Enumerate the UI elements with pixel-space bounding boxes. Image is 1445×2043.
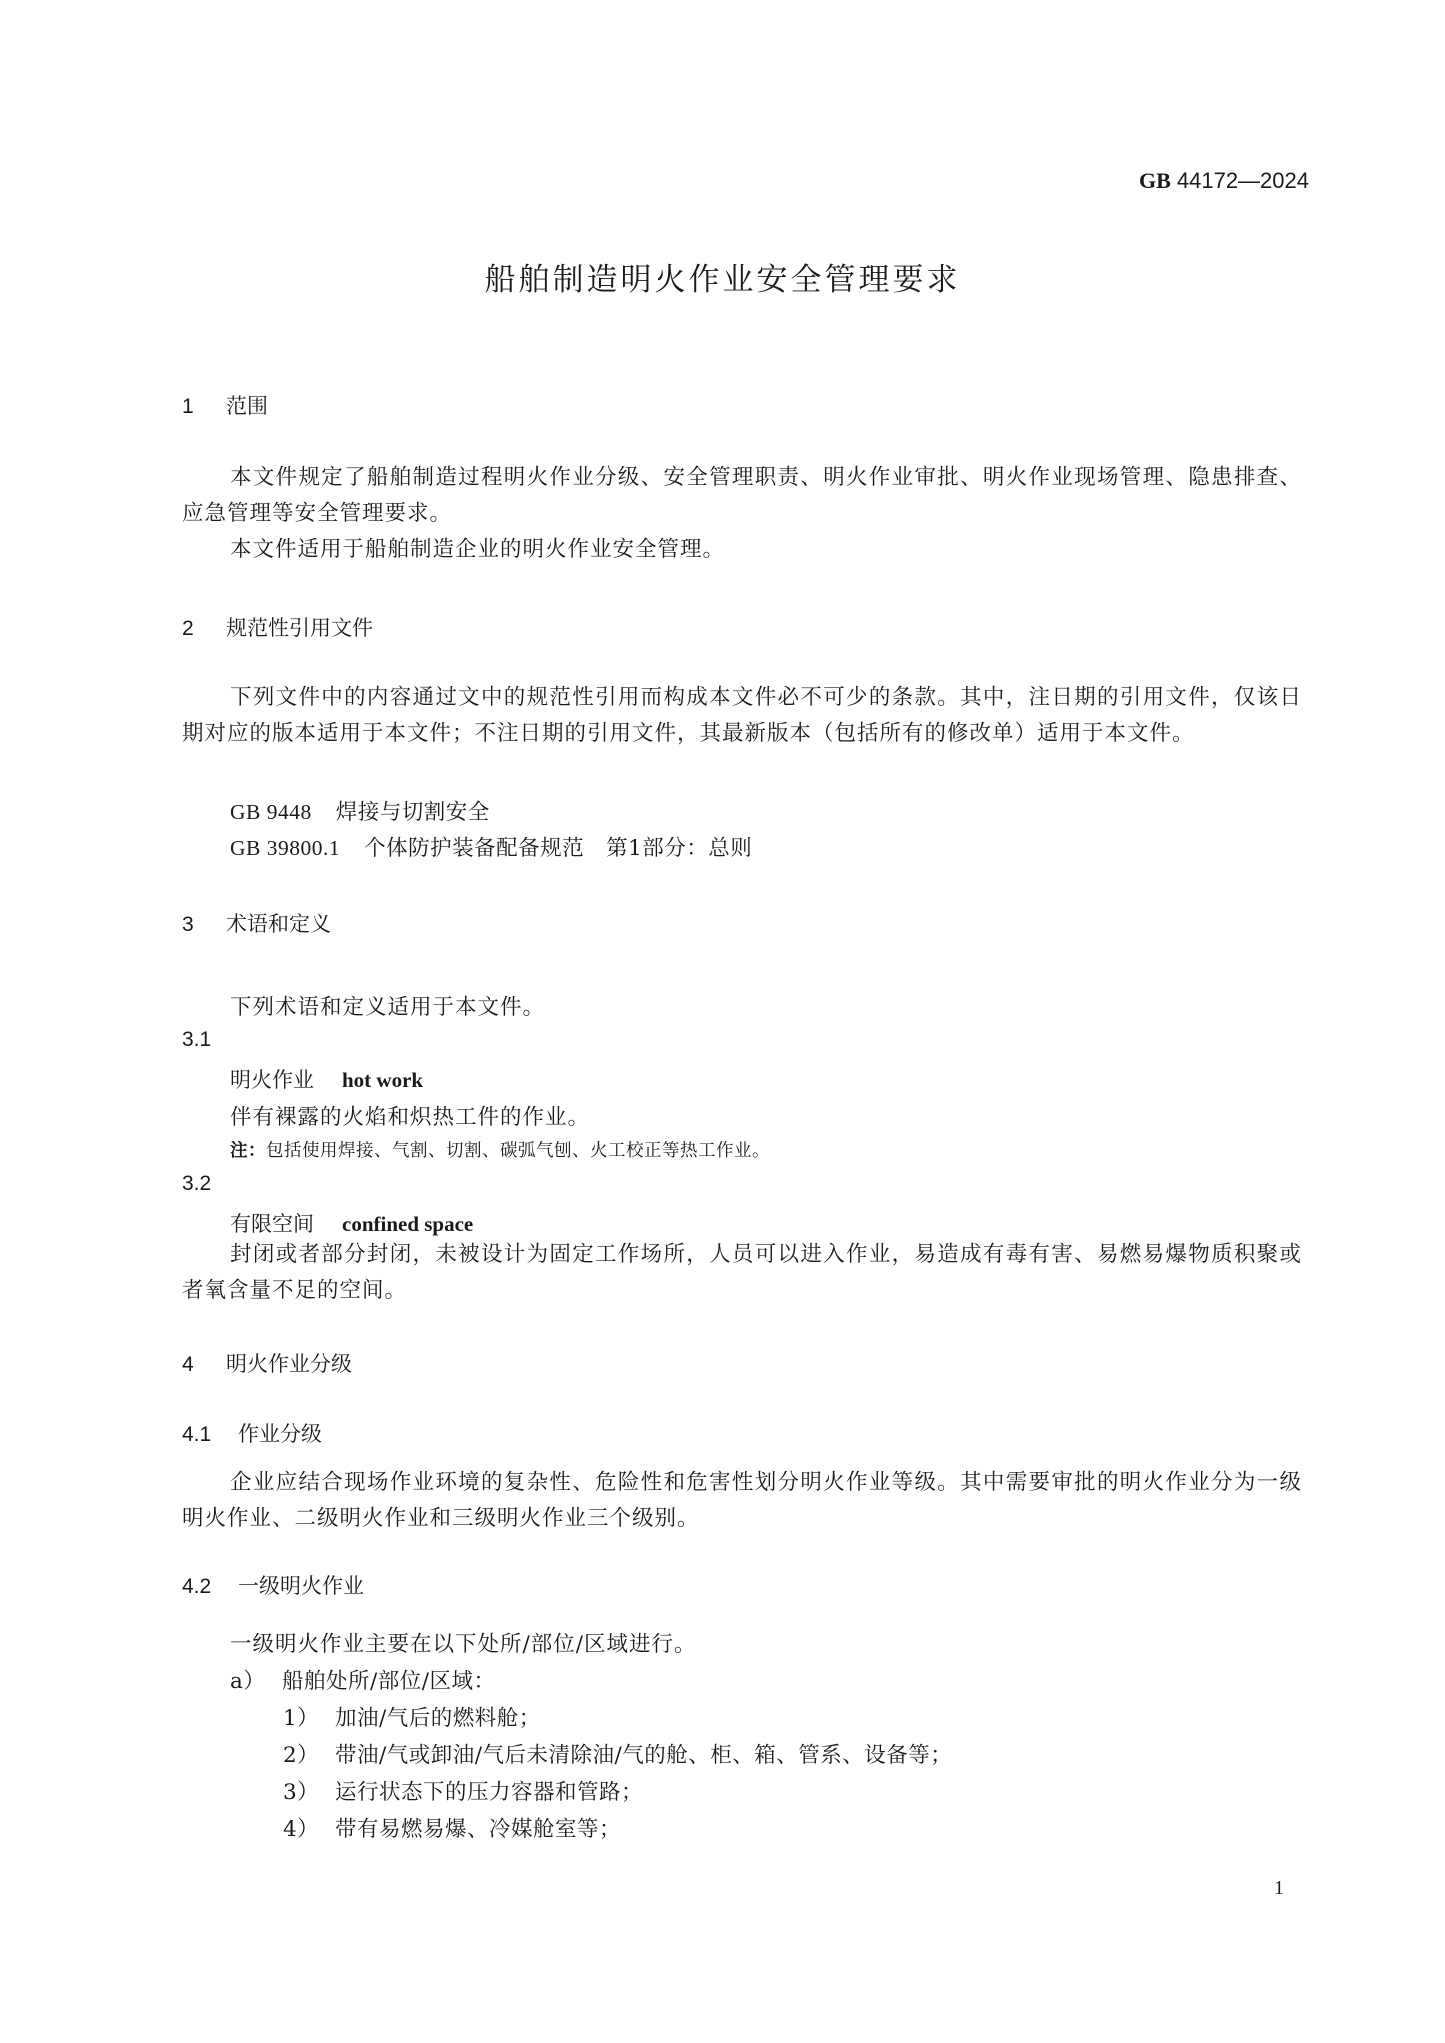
section-4-heading (182, 1348, 352, 1378)
list-marker: 3） (283, 1780, 320, 1805)
section-title: 规范性引用文件 (226, 616, 373, 640)
subsection-title: 一级明火作业 (238, 1574, 364, 1598)
section-1-heading (182, 390, 268, 420)
section-3-intro: 下列术语和定义适用于本文件。 (230, 995, 546, 1020)
section-2-paragraph: 下列文件中的内容通过文中的规范性引用而构成本文件必不可少的条款。其中，注日期的引用文件，仅该日期对应的版本适用于本文件；不注日期的引用文件，其最新版本（包括所有的修改单）适用于本文件。 (182, 685, 1302, 746)
section-2-heading (182, 612, 373, 642)
section-number: 2 (182, 617, 194, 640)
list-text: 运行状态下的压力容器和管路； (335, 1780, 644, 1805)
section-title: 范围 (226, 394, 268, 418)
list-item-a (230, 1664, 496, 1695)
reference-title: 焊接与切割安全 (335, 800, 490, 825)
document-title: 船舶制造明火作业安全管理要求 (484, 262, 961, 298)
section-4-2-heading (182, 1570, 364, 1600)
subsection-title: 作业分级 (238, 1422, 322, 1446)
subsection-number: 4.1 (182, 1423, 212, 1446)
section-number: 4 (182, 1353, 194, 1376)
list-marker: 2） (283, 1743, 320, 1768)
term-number: 3.1 (182, 1028, 212, 1051)
standard-number (1139, 168, 1309, 194)
reference-item (230, 795, 490, 826)
section-4-1-heading (182, 1418, 322, 1448)
list-text: 加油/气后的燃料舱； (335, 1706, 541, 1731)
standard-code: 44172—2024 (1170, 168, 1309, 193)
section-number: 1 (182, 395, 194, 418)
page-number: 1 (1274, 1877, 1284, 1899)
section-4-1-paragraph: 企业应结合现场作业环境的复杂性、危险性和危害性划分明火作业等级。其中需要审批的明火作业分为一级明火作业、二级明火作业和三级明火作业三个级别。 (182, 1470, 1302, 1531)
term-en: confined space (342, 1212, 474, 1236)
list-item (283, 1738, 952, 1769)
section-3-heading (182, 908, 331, 938)
section-1-paragraph-2: 本文件适用于船舶制造企业的明火作业安全管理。 (230, 537, 726, 562)
term-en: hot work (342, 1068, 424, 1092)
reference-code: GB 39800.1 (230, 836, 341, 860)
section-1-paragraph-1: 本文件规定了船舶制造过程明火作业分级、安全管理职责、明火作业审批、明火作业现场管理、隐患排查、应急管理等安全管理要求。 (182, 465, 1302, 526)
term-definition: 封闭或者部分封闭，未被设计为固定工作场所，人员可以进入作业，易造成有毒有害、易燃易爆物质积聚或者氧含量不足的空间。 (182, 1242, 1302, 1303)
reference-item (230, 831, 752, 862)
term-definition: 伴有裸露的火焰和炽热工件的作业。 (230, 1105, 591, 1130)
list-text: 带有易燃易爆、冷媒舱室等； (335, 1817, 622, 1842)
standard-prefix: GB (1138, 168, 1171, 193)
section-number: 3 (182, 913, 194, 936)
list-item (283, 1775, 643, 1806)
reference-code: GB 9448 (230, 800, 312, 824)
list-item (283, 1812, 621, 1843)
note-label: 注： (230, 1141, 266, 1161)
term-zh: 明火作业 (230, 1068, 314, 1092)
term-zh: 有限空间 (230, 1212, 314, 1236)
section-title: 术语和定义 (226, 912, 331, 936)
section-title: 明火作业分级 (226, 1352, 352, 1376)
list-marker: 1） (283, 1706, 320, 1731)
term-note (230, 1137, 770, 1162)
list-marker: a） (230, 1669, 266, 1694)
list-marker: 4） (283, 1817, 320, 1842)
term-number: 3.2 (182, 1172, 212, 1195)
term-heading (230, 1208, 473, 1238)
list-item (283, 1701, 541, 1732)
term-heading (230, 1064, 423, 1094)
subsection-number: 4.2 (182, 1575, 212, 1598)
note-text: 包括使用焊接、气割、切割、碳弧气刨、火工校正等热工作业。 (266, 1141, 770, 1161)
list-text: 船舶处所/部位/区域： (282, 1669, 496, 1694)
section-4-2-intro: 一级明火作业主要在以下处所/部位/区域进行。 (230, 1632, 697, 1657)
reference-title: 个体防护装备配备规范 第1部分：总则 (364, 836, 753, 861)
list-text: 带油/气或卸油/气后未清除油/气的舱、柜、箱、管系、设备等； (335, 1743, 953, 1768)
